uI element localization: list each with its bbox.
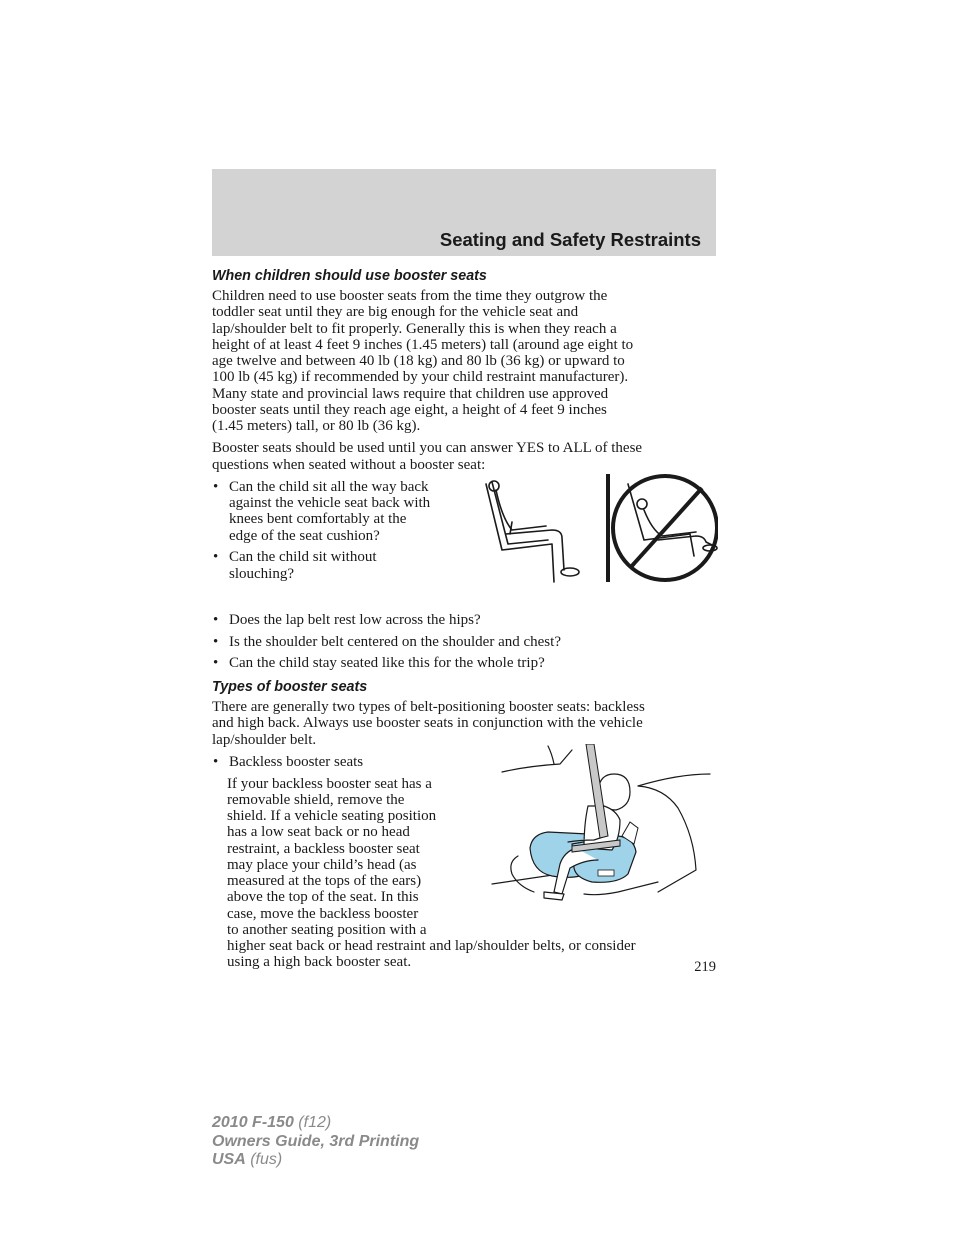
footer-market-name: USA [212,1151,246,1168]
footer-market [212,1151,419,1170]
page-content [212,266,716,971]
backless-booster-figure [488,744,714,914]
question-list-bottom [212,612,716,672]
list-item-text: Is the shoulder belt centered on the shoulder and chest? [229,633,561,650]
text-line: If your backless booster seat has a [227,775,432,792]
text-line: may place your child’s head (as [227,856,417,873]
text-line: case, move the backless booster [227,905,419,922]
bullet-icon: • [213,611,219,628]
text-line: There are generally two types of belt-positioning booster seats: backless [212,699,645,716]
text-line: slouching? [229,565,294,582]
footer-model-code: (f12) [293,1114,332,1131]
list-item [212,634,716,650]
text-line: questions when seated without a booster seat: [212,456,486,473]
list-item [212,612,716,628]
text-line: and high back. Always use booster seats in conjunction with the vehicle [212,715,643,732]
bullet-icon: • [213,753,219,770]
bullet-icon: • [213,478,219,495]
list-item-text: Backless booster seats [229,753,364,770]
list-item [212,479,467,544]
bullet-icon: • [213,549,219,566]
text-line: measured at the tops of the ears) [227,873,422,890]
text-line: using a high back booster seat. [227,954,412,971]
question-list-top [212,479,467,588]
prohibited-icon [613,476,717,580]
text-line: against the vehicle seat back with [229,495,431,511]
list-item [212,549,467,582]
paragraph-booster-intro [212,288,716,434]
text-line: lap/shoulder belt to fit properly. Generally this is when they reach a [212,320,617,337]
page-number: 219 [694,959,716,975]
text-line: Many state and provincial laws require that children use approved [212,385,609,402]
text-line: Children need to use booster seats from the time they outgrow the [212,288,608,304]
text-line: age twelve and between 40 lb (18 kg) and 80 lb (36 kg) or upward to [212,353,625,369]
text-line: lap/shoulder belt. [212,731,317,748]
text-line: restraint, a backless booster seat [227,840,420,857]
text-line: toddler seat until they are big enough for the vehicle seat and [212,304,579,321]
footer-market-code: (fus) [245,1151,283,1168]
section-title: Seating and Safety Restraints [439,229,701,250]
bullet-icon: • [213,655,219,672]
section-header-band [212,169,716,256]
text-line: 100 lb (45 kg) if recommended by your child restraint manufacturer). [212,369,629,386]
footer-model-name: 2010 F-150 [212,1114,294,1131]
list-item-text: Can the child stay seated like this for the whole trip? [229,655,545,672]
correct-posture-illustration [486,481,579,582]
footer-model [212,1114,419,1133]
text-line: has a low seat back or no head [227,824,410,841]
text-line: removable shield, remove the [227,791,405,808]
text-line: to another seating position with a [227,921,427,938]
text-line: higher seat back or head restraint and lap/shoulder belts, or consider [227,938,636,955]
list-item-text: Does the lap belt rest low across the hips? [229,611,481,628]
text-line: (1.45 meters) tall, or 80 lb (36 kg). [212,418,421,434]
text-line: Can the child sit without [229,549,377,566]
heading-when-booster: When children should use booster seats [212,268,487,284]
footer-guide: Owners Guide, 3rd Printing [212,1132,420,1150]
text-line: edge of the seat cushion? [229,527,380,544]
document-footer [212,1114,419,1170]
paragraph-yes-questions [212,440,716,473]
paragraph-types-intro [212,699,716,748]
seating-posture-figure [482,470,718,586]
text-line: shield. If a vehicle seating position [227,808,437,825]
heading-types-booster: Types of booster seats [212,679,368,696]
list-item [212,655,716,671]
text-line: above the top of the seat. In this [227,889,419,906]
text-line: Booster seats should be used until you can answer YES to ALL of these [212,440,643,457]
bullet-icon: • [213,633,219,650]
text-line: knees bent comfortably at the [229,511,407,528]
text-line: booster seats until they reach age eight, a height of 4 feet 9 inches [212,401,607,418]
text-line: height of at least 4 feet 9 inches (1.45 meters) tall (around age eight to [212,336,634,353]
text-line: Can the child sit all the way back [229,478,429,495]
